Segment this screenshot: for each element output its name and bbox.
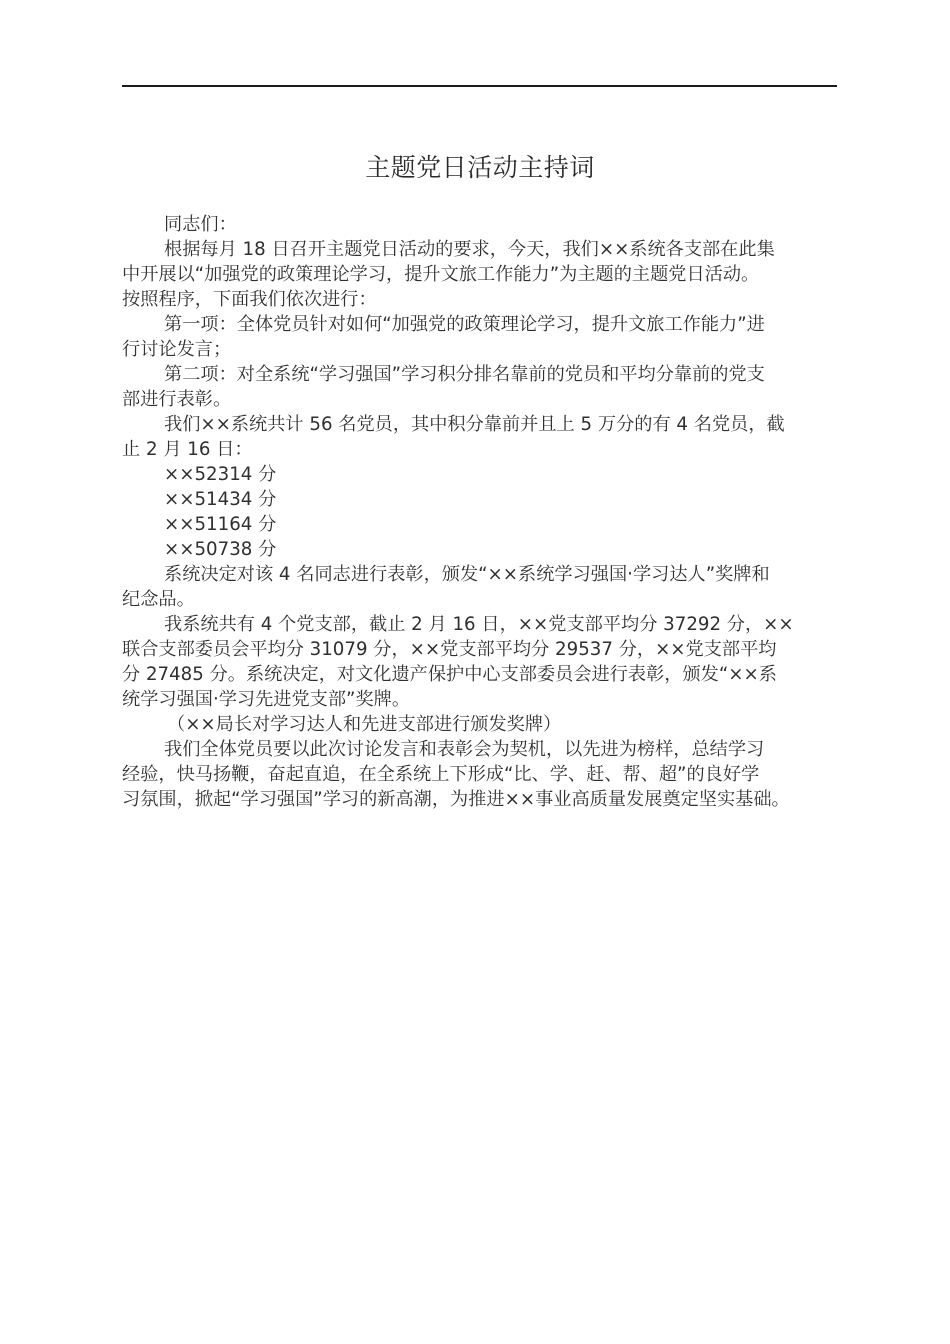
members-line: 我们××系统共计 56 名党员，其中积分靠前并且上 5 万分的有 4 名党员，截 bbox=[164, 414, 785, 435]
branches-paragraph bbox=[122, 612, 852, 712]
document-body bbox=[122, 212, 852, 812]
closing-line: 习氛围，掀起“学习强国”学习的新高潮，为推进××事业高质量发展奠定坚实基础。 bbox=[122, 789, 790, 810]
members-line: 止 2 月 16 日： bbox=[122, 439, 253, 460]
item2-line: 第二项：对全系统“学习强国”学习积分排名靠前的党员和平均分靠前的党支 bbox=[164, 364, 765, 385]
score-item: ××51434 分 bbox=[164, 489, 277, 510]
score-item: ××51164 分 bbox=[164, 514, 277, 535]
item2-line: 部进行表彰。 bbox=[122, 389, 232, 410]
award-line: 纪念品。 bbox=[122, 589, 195, 610]
branches-line: 我系统共有 4 个党支部，截止 2 月 16 日，××党支部平均分 37292 分，×× bbox=[164, 614, 794, 635]
item1-line: 行讨论发言； bbox=[122, 339, 232, 360]
closing-line: 经验，快马扬鞭，奋起直追，在全系统上下形成“比、学、赶、帮、超”的良好学 bbox=[122, 764, 760, 785]
greeting: 同志们： bbox=[164, 214, 237, 235]
item2-paragraph bbox=[122, 362, 852, 412]
item1-line: 第一项：全体党员针对如何“加强党的政策理论学习，提升文旅工作能力”进 bbox=[164, 314, 765, 335]
closing-line: 我们全体党员要以此次讨论发言和表彰会为契机，以先进为榜样，总结学习 bbox=[164, 739, 765, 760]
intro-paragraph bbox=[122, 237, 852, 312]
header-rule bbox=[122, 85, 837, 87]
item1-paragraph bbox=[122, 312, 852, 362]
score-item: ××52314 分 bbox=[164, 464, 277, 485]
members-paragraph bbox=[122, 412, 852, 462]
closing-paragraph bbox=[122, 737, 852, 812]
branches-line: 统学习强国·学习先进党支部”奖牌。 bbox=[122, 689, 411, 710]
ceremony-note: （××局长对学习达人和先进支部进行颁发奖牌） bbox=[167, 714, 562, 735]
branches-line: 分 27485 分。系统决定，对文化遗产保护中心支部委员会进行表彰，颁发“××系 bbox=[122, 664, 777, 685]
score-item: ××50738 分 bbox=[164, 539, 277, 560]
branches-line: 联合支部委员会平均分 31079 分，××党支部平均分 29537 分，××党支部平均 bbox=[122, 639, 777, 660]
score-list bbox=[122, 462, 852, 562]
intro-line: 中开展以“加强党的政策理论学习，提升文旅工作能力”为主题的主题党日活动。 bbox=[122, 264, 760, 285]
page-title: 主题党日活动主持词 bbox=[365, 153, 595, 182]
intro-line: 根据每月 18 日召开主题党日活动的要求，今天，我们××系统各支部在此集 bbox=[164, 239, 775, 260]
award-individuals-paragraph bbox=[122, 562, 852, 612]
award-line: 系统决定对该 4 名同志进行表彰，颁发“××系统学习强国·学习达人”奖牌和 bbox=[164, 564, 770, 585]
intro-line: 按照程序，下面我们依次进行： bbox=[122, 289, 377, 310]
